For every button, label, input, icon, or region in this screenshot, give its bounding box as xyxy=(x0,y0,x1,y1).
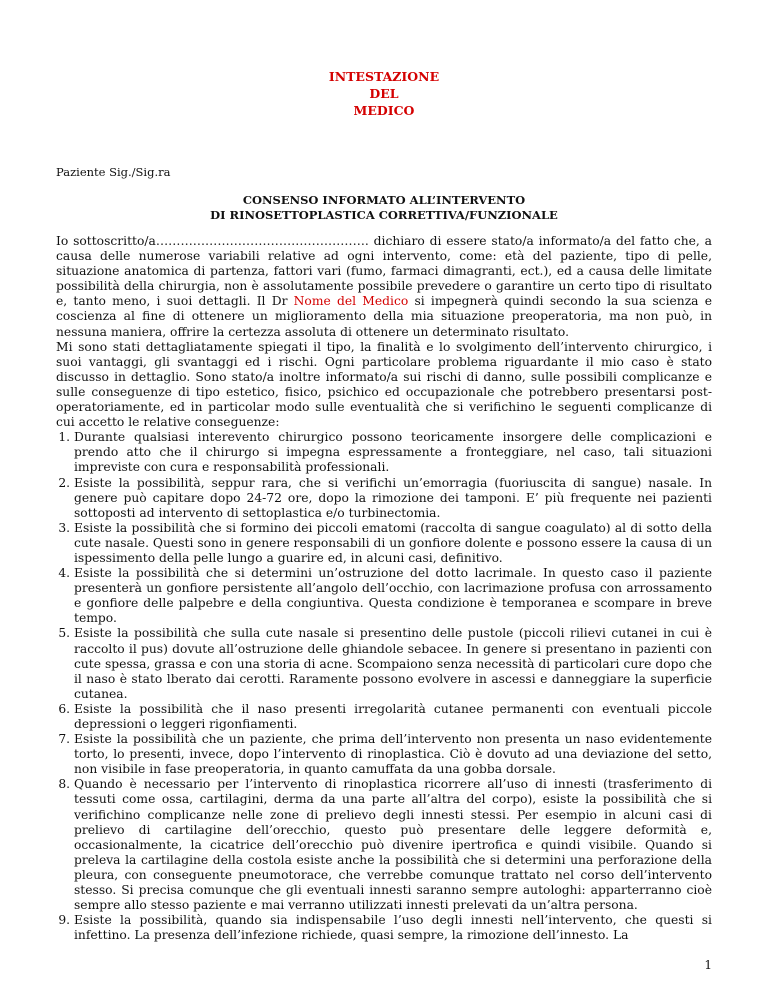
document-body xyxy=(56,234,712,943)
title-line: DI RINOSETTOPLASTICA CORRETTIVA/FUNZIONALE xyxy=(210,208,558,222)
patient-label: Paziente Sig./Sig.ra xyxy=(56,165,171,179)
list-item: 2. Esiste la possibilità, seppur rara, che si verifichi un’emorragia (fuoriuscita di sangue) nasale. In genere può capitare dopo 24-72 ore, dopo la rimozione dei tamponi. E’ più frequente nei pazienti sottoposti ad intervento di settoplastica e/o turbinectomia. xyxy=(74,476,712,521)
intro-text: Io sottoscritto/a……………………………………………. dichiaro di essere stato/a informato/a del fatto che, a causa delle numerose variabili relative ad ogni intervento, come: età del paziente, tipo di pelle, situazione anatomica di partenza, fattori vari (fumo, farmaci dimagranti, ect.), ed a causa delle limitate possibilità della chirurgia, non è assolutamente possibile prevedere o garantire un certo tipo di risultato e, tanto meno, i suoi dettagli. Il Dr xyxy=(56,234,712,309)
document-page xyxy=(56,0,712,994)
page-number: 1 xyxy=(704,958,712,972)
letterhead-line: DEL xyxy=(369,86,399,101)
complications-list xyxy=(56,430,712,943)
list-item: 4. Esiste la possibilità che si determini un’ostruzione del dotto lacrimale. In questo caso il paziente presenterà un gonfiore persistente all’angolo dell’occhio, con lacrimazione profusa con arrossamento e gonfiore delle palpebre e della congiuntiva. Questa condizione è temporanea e scompare in breve tempo. xyxy=(74,566,712,626)
document-title xyxy=(56,193,712,223)
letterhead-line: MEDICO xyxy=(353,103,415,118)
list-item: 6. Esiste la possibilità che il naso presenti irregolarità cutanee permanenti con eventuali piccole depressioni o leggeri rigonfiamenti. xyxy=(74,702,712,732)
list-item: 7. Esiste la possibilità che un paziente, che prima dell’intervento non presenta un naso evidentemente torto, lo presenti, invece, dopo l’intervento di rinoplastica. Ciò è dovuto ad una deviazione del setto, non visibile in fase preoperatoria, in quanto camuffata da una gobba dorsale. xyxy=(74,732,712,777)
list-item: 8. Quando è necessario per l’intervento di rinoplastica ricorrere all’uso di innesti (trasferimento di tessuti come ossa, cartilagini, derma da una parte all’altra del corpo), esiste la possibilità che si verifichino complicanze nelle zone di prelievo degli innesti stessi. Per esempio in alcuni casi di prelievo di cartilagine dell’orecchio, questo può presentare delle leggere deformità e, occasionalmente, la cicatrice dell’orecchio può divenire ipertrofica e quindi visibile. Quando si preleva la cartilagine della costola esiste anche la possibilità che si determini una perforazione della pleura, con conseguente pneumotorace, che verrebbe comunque trattato nel corso dell’intervento stesso. Si precisa comunque che gli eventuali innesti saranno sempre autologhi: apparterranno cioè sempre allo stesso paziente e mai verranno utilizzati innesti prelevati da un’altra persona. xyxy=(74,777,712,913)
intro-paragraph xyxy=(56,234,712,340)
doctor-letterhead xyxy=(56,68,712,119)
intro-text: si impegnerà quindi secondo la sua scienza e coscienza al fine di ottenere un miglioramento della mia situazione preoperatoria, ma non può, in nessuna maniera, offrire la certezza assoluta di ottenere un determinato risultato. xyxy=(56,294,713,339)
title-line: CONSENSO INFORMATO ALL’INTERVENTO xyxy=(242,193,526,207)
list-item: 1. Durante qualsiasi interevento chirurgico possono teoricamente insorgere delle complicazioni e prendo atto che il chirurgo si impegna espressamente a fronteggiare, nel caso, tali situazioni impreviste con cura e responsabilità professionali. xyxy=(74,430,712,475)
list-item: 9. Esiste la possibilità, quando sia indispensabile l’uso degli innesti nell’intervento, che questi si infettino. La presenza dell’infezione richiede, quasi sempre, la rimozione dell’innesto. La xyxy=(74,913,712,943)
info-paragraph: Mi sono stati dettagliatamente spiegati il tipo, la finalità e lo svolgimento dell’intervento chirurgico, i suoi vantaggi, gli svantaggi ed i rischi. Ogni particolare problema riguardante il mio caso è stato discusso in dettaglio. Sono stato/a inoltre informato/a sui rischi di danno, sulle possibili complicanze e sulle conseguenze di tipo estetico, fisico, psichico ed occupazionale che potrebbero presentarsi post-operatoriamente, ed in particolar modo sulle eventualità che si verifichino le seguenti complicanze di cui accetto le relative conseguenze: xyxy=(56,339,712,430)
list-item: 3. Esiste la possibilità che si formino dei piccoli ematomi (raccolta di sangue coagulato) al di sotto della cute nasale. Questi sono in genere responsabili di un gonfiore dolente e possono essere la causa di un ispessimento della pelle lungo a guarire ed, in alcuni casi, definitivo. xyxy=(74,521,712,566)
doctor-name: Nome del Medico xyxy=(293,294,409,309)
letterhead-line: INTESTAZIONE xyxy=(328,69,440,84)
list-item: 5. Esiste la possibilità che sulla cute nasale si presentino delle pustole (piccoli rilievi cutanei in cui è raccolto il pus) dovute all’ostruzione delle ghiandole sebacee. In genere si presentano in pazienti con cute spessa, grassa e con una storia di acne. Scompaiono senza necessità di particolari cure dopo che il naso è stato lberato dai cerotti. Raramente possono evolvere in ascessi e danneggiare la superficie cutanea. xyxy=(74,626,712,701)
